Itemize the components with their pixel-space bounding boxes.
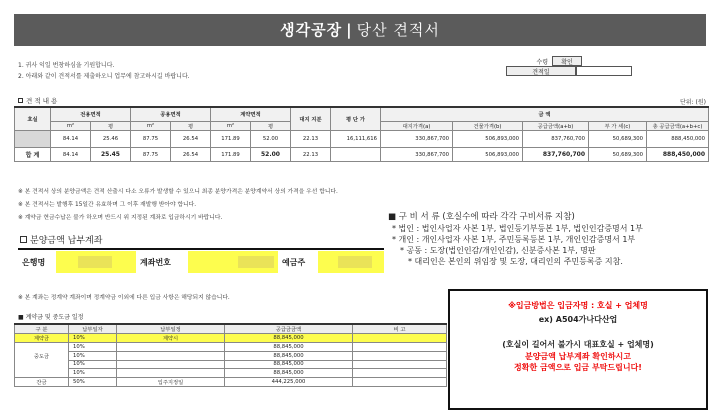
table-cell: 330,867,700 [381,148,453,162]
account-heading [20,233,102,246]
estimate-table [14,106,709,162]
table-row [15,378,447,387]
documents-line: * 법인 : 법인사업자 사본 1부, 법인등기부등본 1부, 법인인감증명서 1부 [392,224,643,233]
table-cell [353,369,447,378]
table-cell [117,351,225,360]
payment-notice [448,289,708,410]
documents-heading: ■ 구 비 서 류 (호실수에 따라 각각 구비서류 지참) [388,212,575,222]
table-cell [353,334,447,343]
col-amount: 금 액 [381,107,709,121]
document-title [14,14,706,46]
table-row [15,334,447,343]
receive-label: 수령 [536,58,548,66]
receive-value: 확인 [552,56,582,66]
table-cell: 22.13 [291,131,331,148]
table-cell: 888,450,000 [647,148,709,162]
sub-supply-price: 공급금액(a+b) [523,121,589,131]
table-cell [117,369,225,378]
table-cell: 22.13 [291,148,331,162]
sub-pyeong: 평 [91,121,131,131]
estimate-date-label: 견적일 [506,66,576,76]
col-when: 납부일정 [117,324,225,334]
table-cell: 88,845,000 [225,360,353,369]
intro-line-1: 1. 귀사 익일 번창하심을 기원합니다. [18,62,115,69]
schedule-heading: ■ 계약금 및 중도금 일정 [18,314,84,321]
table-cell: 계약시 [117,334,225,343]
col-price-per-pyeong: 평 단 가 [331,107,381,131]
table-row [15,360,447,369]
table-cell [353,343,447,352]
table-cell: 10% [69,369,117,378]
account-number-value [188,251,278,273]
documents-line: * 공동 : 도장(법인인감/개인인감), 신분증사본 1부, 명판 [400,246,596,255]
sub-m2: m² [51,121,91,131]
notice-line-1: ※입금방법은 입금자명 : 호실 + 업체명 [508,301,648,310]
square-bullet-icon [20,236,27,243]
table-cell: 171.89 [211,131,251,148]
table-cell: 50,689,300 [589,148,647,162]
table-cell: 25.46 [91,131,131,148]
table-cell: 중도금 [15,351,69,360]
sub-vat: 부 가 세(c) [589,121,647,131]
notice-line-2: ex) A504가나다산업 [538,314,618,324]
square-bullet-icon [18,98,23,103]
notice-line-3: (호실이 길어서 불가시 대표호실 + 업체명) [502,340,654,349]
note-1: ※ 본 견적서 상의 분양금액은 견적 산출시 다소 오류가 발생할 수 있으니 최종 분양가격은 분양계약서 상의 가격을 우선 합니다. [18,189,338,195]
estimate-section-heading [18,96,57,105]
confirm-box [506,56,708,76]
table-cell: 10% [69,343,117,352]
table-cell: 888,450,000 [647,131,709,148]
table-cell: 84.14 [51,131,91,148]
table-cell: 계약금 [15,334,69,343]
table-cell: 837,760,700 [523,131,589,148]
table-cell: 171.89 [211,148,251,162]
col-contract-area: 계약면적 [211,107,291,121]
divider [18,248,384,250]
unit-no-cell [15,131,51,148]
estimate-date-value [576,66,632,76]
table-cell: 444,225,000 [225,378,353,387]
table-cell: 10% [69,351,117,360]
required-documents [388,212,710,267]
col-amount: 공급금금액 [225,324,353,334]
col-exclusive-area: 전용면적 [51,107,131,121]
col-note: 비 고 [353,324,447,334]
note-2: ※ 본 견적서는 발행후 15일간 유효하며 그 이후 재발행 받아야 합니다. [18,202,197,208]
notice-line-4: 분양금액 납부계좌 확인하시고 [524,351,632,361]
bank-label: 은행명 [22,257,46,267]
table-cell: 26.54 [171,131,211,148]
unit-label: 단위: (원) [680,99,706,106]
account-heading-label: 분양금액 납부계좌 [30,236,103,246]
schedule-table [14,323,447,387]
table-cell: 88,845,000 [225,369,353,378]
account-row [18,251,384,273]
table-row [15,131,709,148]
title-separator: | [346,21,353,39]
table-cell: 87.75 [131,131,171,148]
table-cell [15,343,69,352]
sub-pyeong: 평 [251,121,291,131]
sub-total-supply: 총 공급금액(a+b+c) [647,121,709,131]
bank-value [56,251,136,273]
table-cell: 506,893,000 [453,148,523,162]
sub-m2: m² [131,121,171,131]
table-cell: 52.00 [251,131,291,148]
table-cell [15,369,69,378]
table-cell: 837,760,700 [523,148,589,162]
sub-m2: m² [211,121,251,131]
title-main: 생각공장 [280,21,343,39]
table-cell [117,360,225,369]
documents-line: * 대리인은 본인의 위임장 및 도장, 대리인의 주민등록증 지참. [408,257,623,266]
table-cell: 52.00 [251,148,291,162]
table-cell: 입주지정일 [117,378,225,387]
table-cell: 50,689,300 [589,131,647,148]
table-cell: 330,867,700 [381,131,453,148]
table-row [15,369,447,378]
sub-land-price: 대지가격(a) [381,121,453,131]
col-unit-no: 호실 [15,107,51,131]
table-cell: 88,845,000 [225,343,353,352]
col-land-share: 대지 지분 [291,107,331,131]
table-cell: 잔금 [15,378,69,387]
account-warning: ※ 본 계좌는 정계약 계좌이며 정계약금 이외에 다른 입금 사항은 해당되지 않습니다. [18,295,230,301]
total-label: 합 계 [15,148,51,162]
title-sub: 당산 견적서 [356,21,440,39]
table-cell: 88,845,000 [225,351,353,360]
table-cell: 84.14 [51,148,91,162]
col-rate: 납부일자 [69,324,117,334]
table-cell [353,351,447,360]
note-3: ※ 계약금 현금수납은 불가 하오며 반드시 위 지정된 계좌로 입금하시기 바랍니다. [18,215,223,221]
table-cell: 16,111,616 [331,131,381,148]
table-row [15,351,447,360]
table-cell: 25.45 [91,148,131,162]
table-cell [15,360,69,369]
account-holder-label: 예금주 [282,257,306,267]
table-cell [117,343,225,352]
table-cell [353,360,447,369]
account-number-label: 계좌번호 [140,257,171,267]
notice-line-5: 정확한 금액으로 입금 부탁드립니다! [514,363,642,372]
sub-pyeong: 평 [171,121,211,131]
table-cell: 50% [69,378,117,387]
table-cell [331,148,381,162]
table-cell [353,378,447,387]
documents-line: * 개인 : 개인사업자 사본 1부, 주민등록등본 1부, 개인인감증명서 1부 [392,235,636,244]
table-cell: 10% [69,334,117,343]
account-holder-value [318,251,384,273]
table-cell: 10% [69,360,117,369]
total-row [15,148,709,162]
col-common-area: 공용면적 [131,107,211,121]
col-type: 구 분 [15,324,69,334]
sub-building-price: 건물가격(b) [453,121,523,131]
table-row [15,343,447,352]
intro-line-2: 2. 아래와 같이 견적서를 제출하오니 업무에 참고하시길 바랍니다. [18,73,190,80]
table-cell: 26.54 [171,148,211,162]
table-cell: 506,893,000 [453,131,523,148]
estimate-section-label: 견 적 내 용 [26,97,58,105]
table-cell: 88,845,000 [225,334,353,343]
table-cell: 87.75 [131,148,171,162]
